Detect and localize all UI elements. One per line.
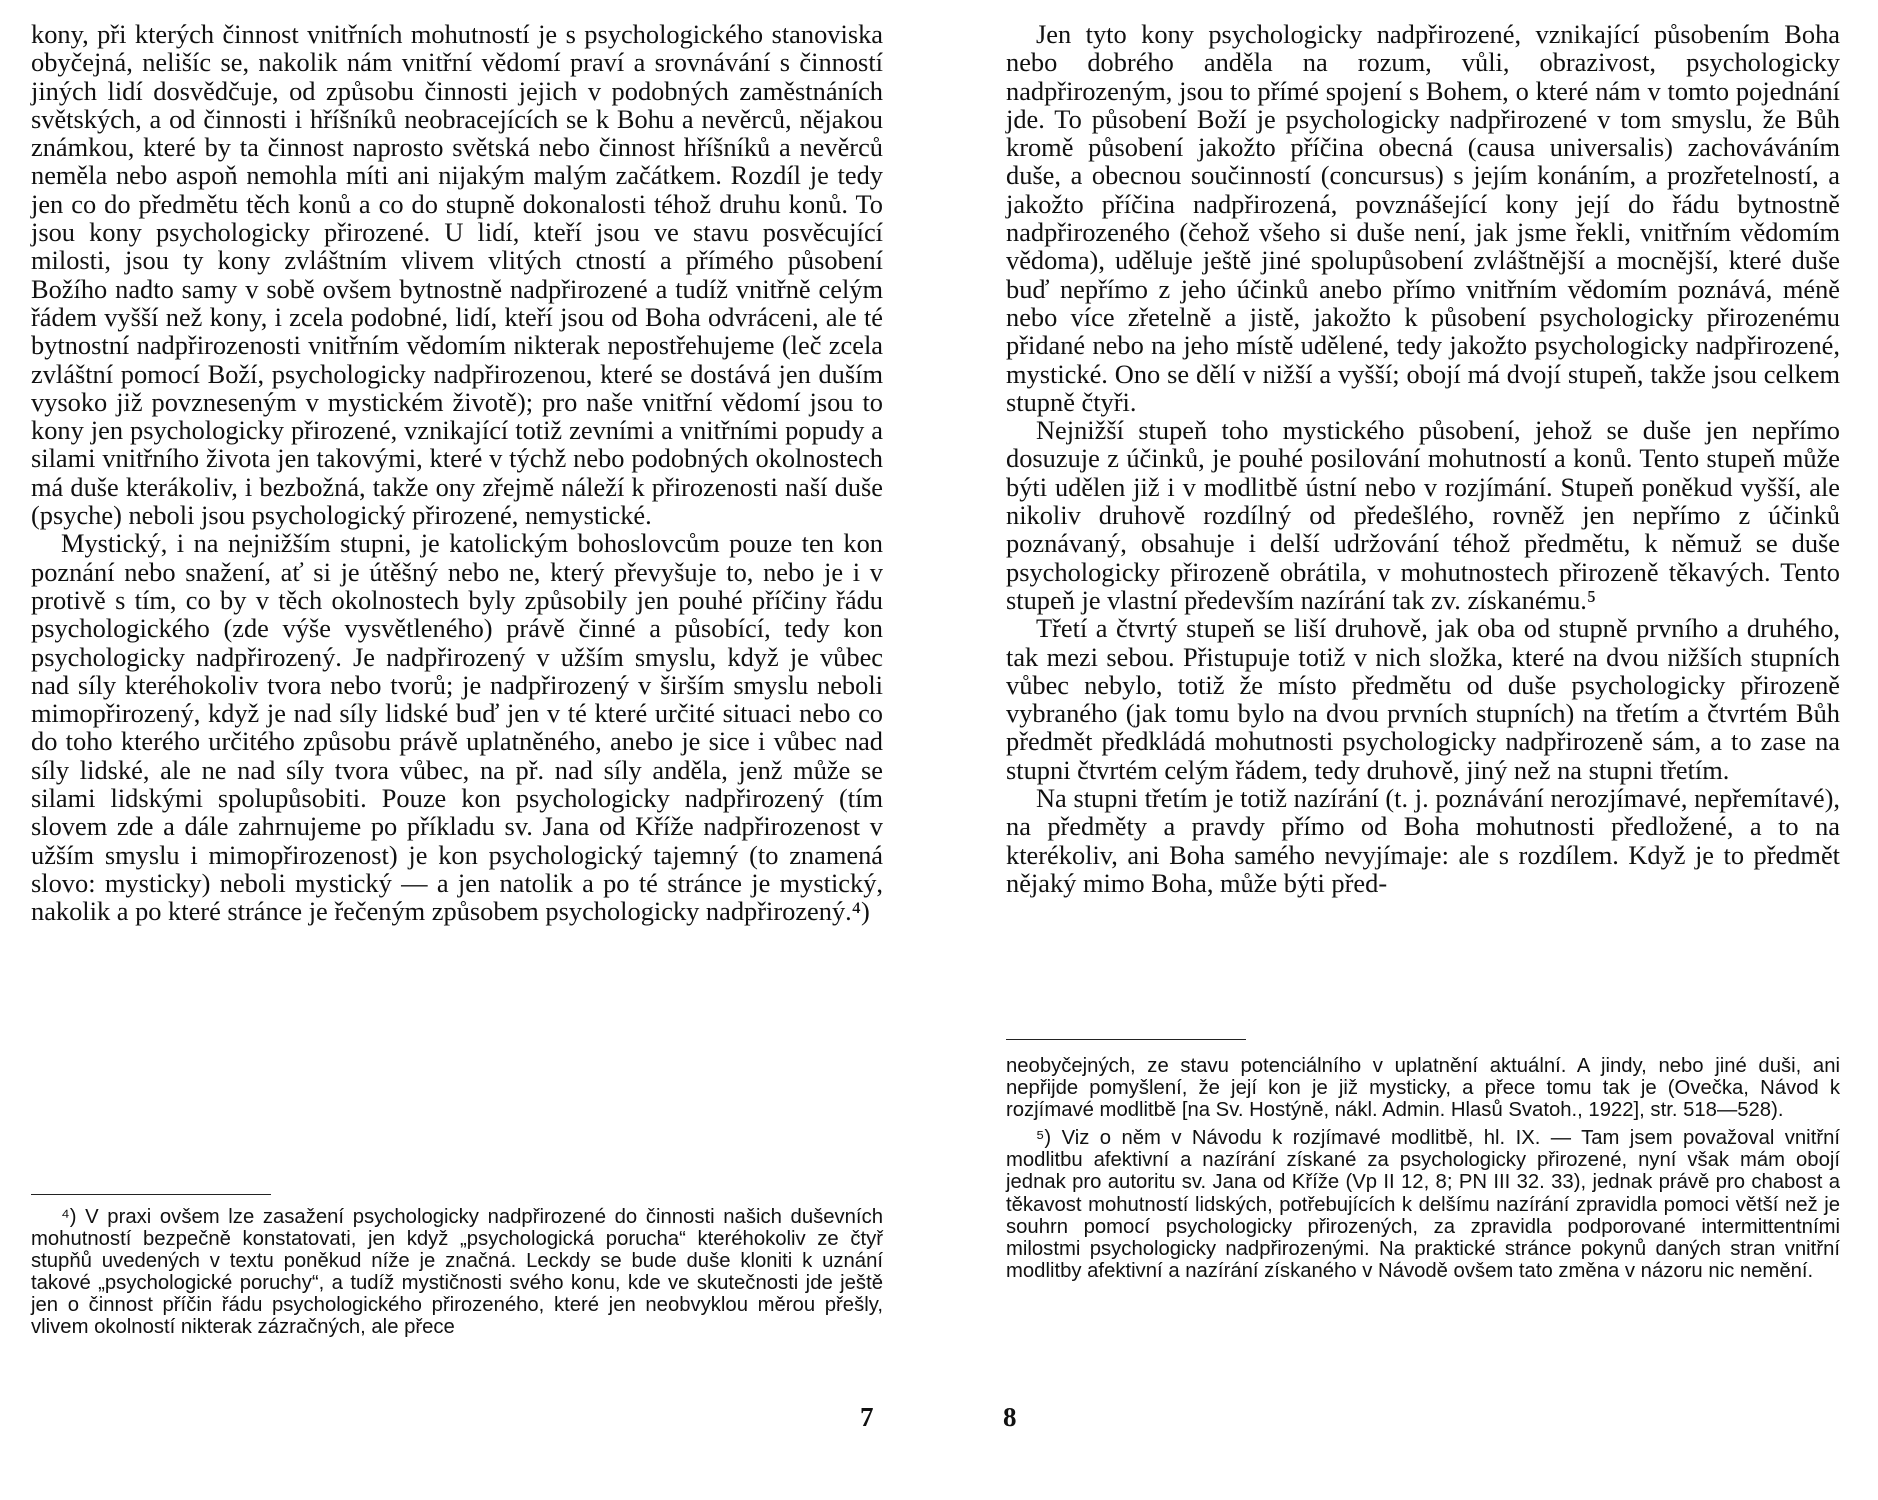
right-paragraph-4: Na stupni třetím je totiž nazírání (t. j. poznávání nerozjímavé, nepřemítavé), na předměty a pravdy přímo od Boha mohutnosti předložené, a to na kterékoliv, ani Boha samého nevyjímaje: ale s rozdílem. Když je to předmět nějaký mimo Boha, může býti před- (1006, 783, 1840, 898)
page-number-left: 7 (860, 1402, 874, 1432)
right-footnotes (1006, 1055, 1840, 1288)
right-paragraph-3: Třetí a čtvrtý stupeň se liší druhově, jak oba od stupně prvního a druhého, tak mezi sebou. Přistupuje totiž v nich složka, které na dvou nižších stupních vůbec nebylo, totiž že místo předmětu od duše psychologicky přirozeně vybraného (jak tomu bylo na dvou prvních stupních) na třetím a čtvrtém Bůh předmět předkládá mohutnosti psychologicky nadpřirozeně sám, a to zase na stupni čtvrtém celým řádem, tedy druhově, jiný než na stupni třetím. (1006, 613, 1840, 785)
left-body-text (31, 20, 883, 926)
footnote-4-continued: neobyčejných, ze stavu potenciálního v uplatnění aktuální. A jindy, nebo jiné duši, ani nepřijde pomyšlení, že její kon je již mysticky, a přece tomu tak je (Ovečka, Návod k rozjímavé modlitbě [na Sv. Hostýně, nákl. Admin. Hlasů Svatoh., 1922], str. 518—528). (1006, 1055, 1840, 1122)
right-page (939, 0, 1878, 1500)
footnote-separator (1006, 1039, 1246, 1040)
left-paragraph-1: kony, při kterých činnost vnitřních mohutností je s psychologického stanoviska obyčejná, nelišíc se, nakolik nám vnitřní vědomí praví a srovnávání s činností jiných lidí dosvědčuje, od způsobu činnosti jejich v podobných zaměstnáních světských, a od činnosti i hříšníků neobracejících se k Bohu a nevěrců, nějakou známkou, které by ta činnost naprosto světská nebo činnost hříšníků a nevěrců neměla nebo aspoň nemohla míti ani nijakým malým začátkem. Rozdíl je tedy jen co do předmětu těch konů a co do stupně dokonalosti téhož druhu konů. To jsou kony psychologicky přirozené. U lidí, kteří jsou ve stavu posvěcující milosti, jsou ty kony zvláštním vlivem vlitých ctností a přímého působení Božího nadto samy v sobě ovšem bytnostně nadpřirozené a tudíž vnitřně celým řádem vyšší než kony, i zcela podobné, lidí, kteří jsou od Boha odvráceni, ale té bytnostní nadpřirozenosti vnitřním vědomím nikterak nepostřehujeme (leč zcela zvláštní pomocí Boží, psychologicky nadpřirozenou, které se dostává jen duším vysoko již povzneseným v mystickém životě); pro naše vnitřní vědomí jsou to kony jen psychologicky přirozené, vznikající totiž zevními a vnitřními popudy a silami vnitřního života jen takovými, které v týchž nebo podobných okolnostech má duše kterákoliv, i bezbožná, takže ony zřejmě náleží k přirozenosti naší duše (psyche) neboli jsou psychologický přirozené, nemystické. (31, 19, 883, 531)
right-body-text (1006, 20, 1840, 897)
left-paragraph-2: Mystický, i na nejnižším stupni, je katolickým bohoslovcům pouze ten kon poznání nebo snažení, ať si je útěšný nebo ne, který převyšuje to, nebo je i v protivě s tím, co by v těch okolnostech byly způsobily jen pouhé příčiny řádu psychologického (zde výše vysvětleného) právě činné a působící, tedy kon psychologicky nadpřirozený. Je nadpřirozený v užším smyslu, když je vůbec nad síly kteréhokoliv tvora nebo tvorů; je nadpřirozený v širším smyslu neboli mimopřirozený, když je nad síly lidské buď jen v té které určité situaci nebo co do toho kterého určitého způsobu právě uplatněného, anebo je sice i vůbec nad síly lidské, ale ne nad síly tvora vůbec, na př. nad síly anděla, jenž může se silami lidskými spolupůsobiti. Pouze kon psychologicky nadpřirozený (tím slovem zde a dále zahrnujeme po příkladu sv. Jana od Kříže nadpřirozenost v užším smyslu i mimopřirozenost) je kon psychologický tajemný (to znamená slovo: mysticky) neboli mystický — a jen natolik a po té stránce je mystický, nakolik a po které stránce je řečeným způsobem psychologicky nadpřirozený.⁴) (31, 528, 883, 927)
left-footnotes (31, 1206, 883, 1345)
footnote-separator (31, 1194, 271, 1195)
page-number-right: 8 (1003, 1402, 1017, 1432)
footnote-5: ⁵) Viz o něm v Návodu k rozjímavé modlitbě, hl. IX. — Tam jsem považoval vnitřní modlitbu afektivní a nazírání získané za psychologicky přirozené, nyní však mám obojí jednak pro autoritu sv. Jana od Kříže (Vp II 12, 8; PN III 32. 33), jednak právě pro chabost a těkavost mohutností lidských, potřebujících k delšímu nazírání zpravidla pomoci větší než je souhrn pomocí psychologicky přirozených, za zpravidla podporované intermittentními milostmi psychologicky nadpřirozenými. Na praktické stránce pokynů daných stran vnitřní modlitby afektivní a nazírání získaného v Návodě ovšem tato změna v názoru nic nemění. (1006, 1127, 1840, 1282)
right-paragraph-2: Nejnižší stupeň toho mystického působení, jehož se duše jen nepřímo dosuzuje z účinků, je pouhé posilování mohutností a konů. Tento stupeň může býti udělen již i v modlitbě ústní nebo v rozjímání. Stupeň poněkud vyšší, ale nikoliv druhově rozdílný od předešlého, rovněž jen nepřímo z účinků poznávaný, obsahuje i delší udržování téhož předmětu, k němuž se duše psychologicky přirozeně obrátila, v mohutnostech přirozeně těkavých. Tento stupeň je vlastní především nazírání tak zv. získanému.⁵ (1006, 415, 1840, 615)
right-paragraph-1: Jen tyto kony psychologicky nadpřirozené, vznikající působením Boha nebo dobrého anděla na rozum, vůli, obrazivost, psychologicky nadpřirozeným, jsou to přímé spojení s Bohem, o které nám v tomto pojednání jde. To působení Boží je psychologicky nadpřirozené v tom smyslu, že Bůh kromě působení jakožto příčina obecná (causa universalis) zachováváním duše, a obecnou součinností (concursus) s jejím konáním, a prozřetelností, a jakožto příčina nadpřirozená, povznášející kony její do řádu bytnostně nadpřirozeného (čehož všeho si duše není, jak jsme řekli, vnitřním vědomím vědoma), uděluje ještě jiné spolupůsobení zvláštnější a mocnější, které duše buď nepřímo z jeho účinků anebo přímo vnitřním vědomím poznává, méně nebo více zřetelně a jistě, jakožto k působení psychologicky přirozenému přidané nebo na jeho místě udělené, tedy jakožto psychologicky nadpřirozené, mystické. Ono se dělí v nižší a vyšší; obojí má dvojí stupeň, takže jsou celkem stupně čtyři. (1006, 19, 1840, 417)
footnote-4: ⁴) V praxi ovšem lze zasažení psychologicky nadpřirozené do činnosti našich duševních mohutností bezpečně konstatovati, jen když „psychologická porucha“ kteréhokoliv ze čtyř stupňů uvedených v textu poněkud níže je značná. Leckdy se bude duše kloniti k uznání takové „psychologické poruchy“, a tudíž mystičnosti svého konu, kde ve skutečnosti jde ještě jen o činnost příčin řádu psychologického přirozeného, které jen neobvyklou měrou přešly, vlivem okolností nikterak zázračných, ale přece (31, 1206, 883, 1339)
